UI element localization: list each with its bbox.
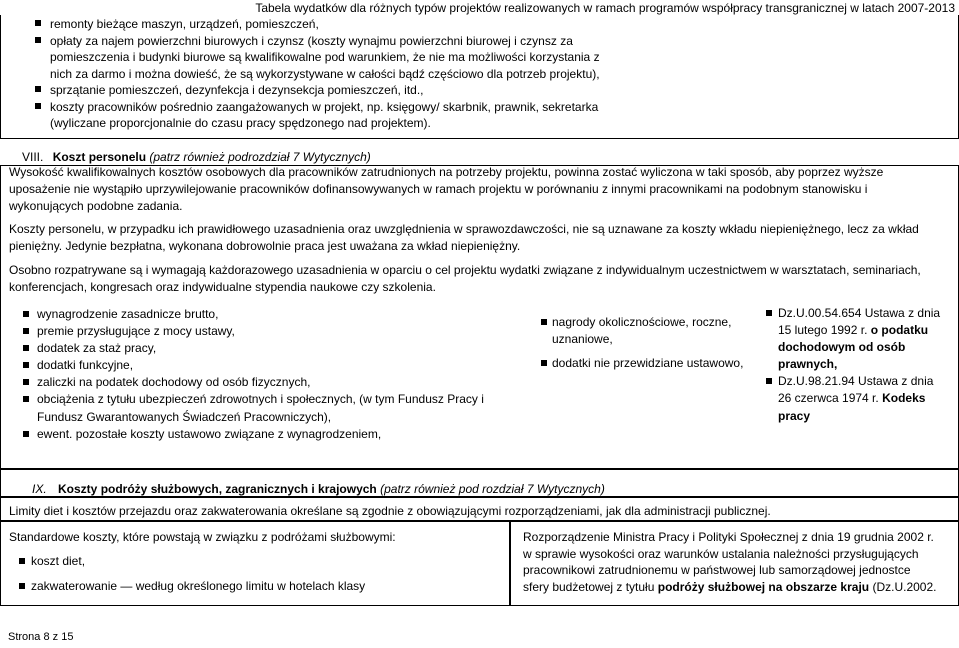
legal-reference: Dz.U.98.21.94 Ustawa z dnia 26 czerwca 1974 r. Kodeks pracy xyxy=(764,373,954,424)
list-item: opłaty za najem powierzchni biurowych i czynsz (koszty wynajmu powierzchni biurowej i czynsz za pomieszczenia i budynki biurowe są kwalifikowalne pod warunkiem, że nie ma możliwości korzystania z nich za darmo i można dowieść, że są wykorzystywane w całości bądź częściowo dla potrzeb projektu), xyxy=(32,33,958,83)
section-9-heading-box: IX. Koszty podróży służbowych, zagranicznych i krajowych (patrz również pod rozdział 7 Wytycznych) xyxy=(0,469,959,497)
bullet-icon xyxy=(541,360,547,366)
section-9-limits: Limity diet i kosztów przejazdu oraz zakwaterowania określane są zgodnie z obowiązującymi rozporządzeniami, jak dla administracji publicznej. xyxy=(0,497,959,521)
bullet-icon xyxy=(35,86,41,92)
top-cost-list-box xyxy=(0,15,959,139)
paragraph: Osobno rozpatrywane są i wymagają każdorazowego uzasadnienia w oparciu o cel projektu wydatki związane z indywidualnym uczestnictwem w warsztatach, seminariach, konferencjach, kongresach oraz indywidualne stypendia naukowe czy szkolenia. xyxy=(9,262,921,294)
list-item: premie przysługujące z mocy ustawy, xyxy=(17,323,537,340)
bullet-icon xyxy=(23,362,29,368)
page-number: Strona 8 z 15 xyxy=(8,631,74,643)
bullet-icon xyxy=(23,379,29,385)
bullet-icon xyxy=(541,319,547,325)
section-8-heading: VIII. Koszt personelu (patrz również podrozdział 7 Wytycznych) xyxy=(22,150,371,164)
bullet-icon xyxy=(766,310,772,316)
bullet-icon xyxy=(35,20,41,26)
bullet-icon xyxy=(23,345,29,351)
list-item: wynagrodzenie zasadnicze brutto, xyxy=(17,306,537,323)
bullet-icon xyxy=(23,328,29,334)
paragraph: Wysokość kwalifikowalnych kosztów osobowych dla pracowników zatrudnionych na potrzeby projektu, powinna zostać wyliczona w taki sposób, aby poprzez wyższe uposażenie nie wystąpiło uprzywilejowanie pracowników dofinansowywanych w ramach projektu w porównaniu z innymi pracownikami na podobnym stanowisku i wykonujących podobne zadania. xyxy=(9,165,884,213)
bullet-icon xyxy=(35,37,41,43)
regulation-reference-cell: Rozporządzenie Ministra Pracy i Polityki Społecznej z dnia 19 grudnia 2002 r. w sprawie wysokości oraz warunków ustalania należności przysługujących pracownikowi zatrudnionemu w państwowej lub samorządowej jednostce sfery budżetowej z tytułu podróży służbowej na obszarze kraju (Dz.U.2002. xyxy=(510,521,959,606)
list-item: zaliczki na podatek dochodowy od osób fizycznych, xyxy=(17,374,537,391)
list-item: nagrody okolicznościowe, roczne, uznaniowe, xyxy=(540,314,755,348)
legal-references xyxy=(764,305,954,425)
list-item: sprzątanie pomieszczeń, dezynfekcja i dezynsekcja pomieszczeń, itd., xyxy=(32,82,958,99)
bullet-icon xyxy=(766,378,772,384)
list-item: koszty pracowników pośrednio zaangażowanych w projekt, np. księgowy/ skarbnik, prawnik, sekretarka (wyliczane proporcjonalnie do czasu pracy spędzonego nad projektem). xyxy=(32,99,958,132)
document-header: Tabela wydatków dla różnych typów projektów realizowanych w ramach programów współpracy transgranicznej w latach 2007-2013 xyxy=(255,1,955,15)
list-item: koszt diet, xyxy=(9,553,503,570)
bullet-icon xyxy=(35,103,41,109)
bullet-icon xyxy=(19,558,25,564)
list-item: remonty bieżące maszyn, urządzeń, pomieszczeń, xyxy=(32,16,958,33)
bullet-icon xyxy=(23,311,29,317)
list-item: dodatki nie przewidziane ustawowo, xyxy=(540,355,755,372)
list-item: zakwaterowanie — według określonego limitu w hotelach klasy xyxy=(9,578,503,595)
list-item: dodatki funkcyjne, xyxy=(17,357,537,374)
bullet-icon xyxy=(23,431,29,437)
travel-costs-cell: Standardowe koszty, które powstają w związku z podróżami służbowymi: koszt diet, zakwaterowanie — według określonego limitu w hotelach klasy xyxy=(0,521,510,606)
bullet-icon xyxy=(19,583,25,589)
legal-reference: Dz.U.00.54.654 Ustawa z dnia 15 lutego 1992 r. o podatku dochodowym od osób prawnych, xyxy=(764,305,954,373)
bullet-icon xyxy=(23,396,29,402)
paragraph: Koszty personelu, w przypadku ich prawidłowego uzasadnienia oraz uwzględnienia w sprawozdawczości, nie są uznawane za koszty wkładu niepieniężnego, lecz za wkład pieniężny. Jedynie bezpłatna, wykonana dobrowolnie praca jest uważana za wkład niepieniężny. xyxy=(9,222,919,254)
salary-components-list xyxy=(17,306,537,443)
bonus-list xyxy=(540,314,755,372)
list-item: obciążenia z tytułu ubezpieczeń zdrowotnych i społecznych, (w tym Fundusz Pracy i Fundusz Gwarantowanych Świadczeń Pracowniczych), xyxy=(17,391,537,425)
list-item: ewent. pozostałe koszty ustawowo związane z wynagrodzeniem, xyxy=(17,426,537,443)
list-item: dodatek za staż pracy, xyxy=(17,340,537,357)
